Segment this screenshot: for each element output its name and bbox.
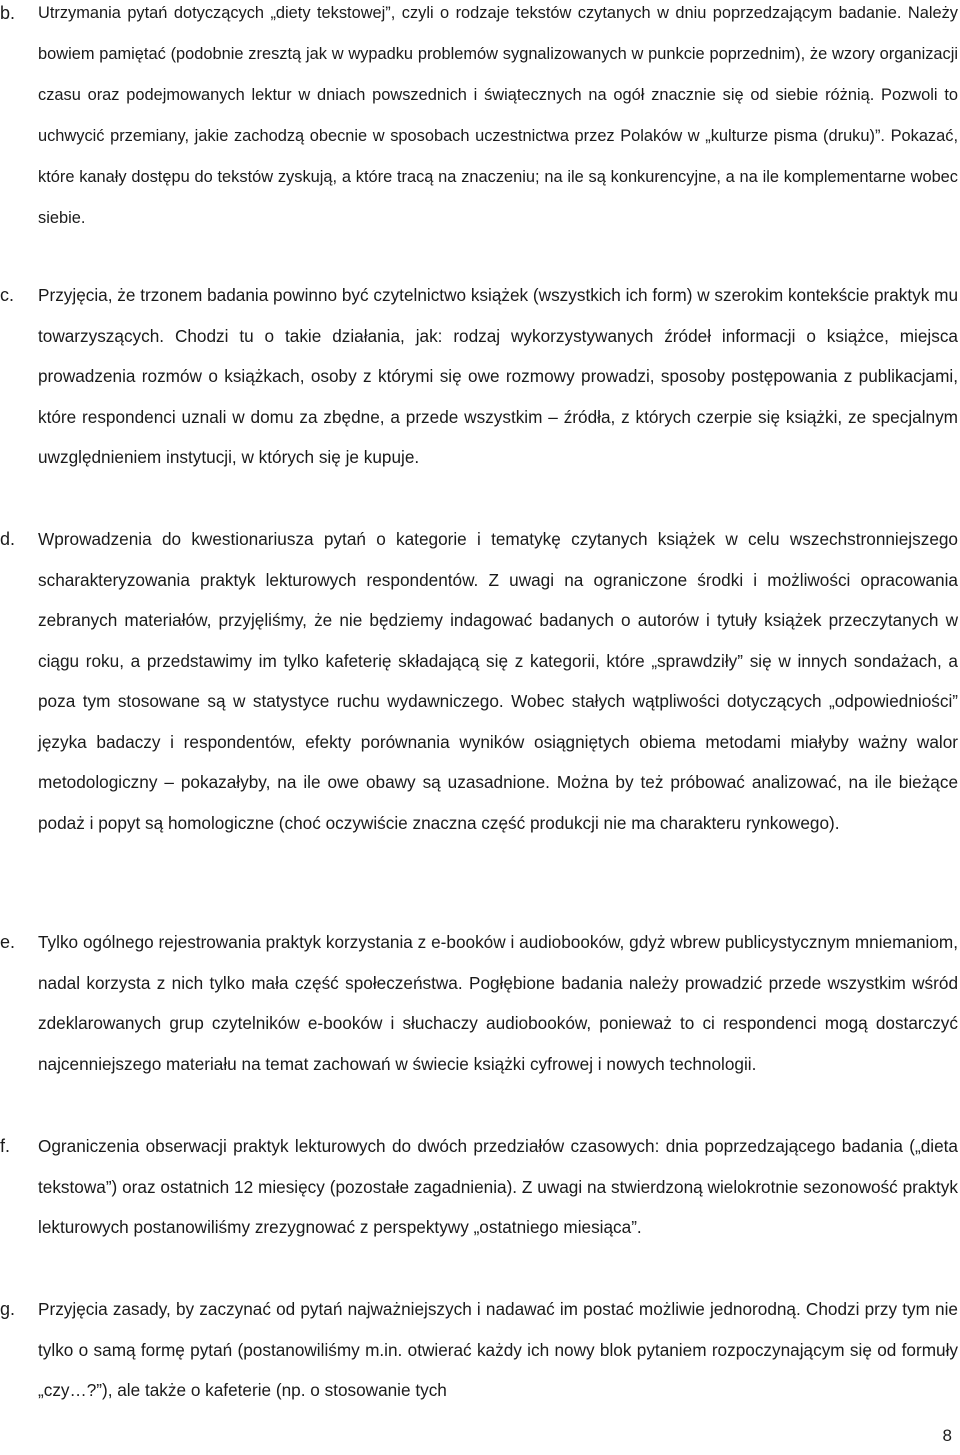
list-marker: g. (0, 1299, 16, 1319)
paragraph-text: Ograniczenia obserwacji praktyk lekturowych do dwóch przedziałów czasowych: dnia poprzedzającego badania („dieta tekstowa”) oraz ostatnich 12 miesięcy (pozostałe zagadnienia). Z uwagi na stwierdzoną wielokrotnie sezonowość praktyk lekturowych postanowiliśmy zrezygnować z perspektywy „ostatniego miesiąca”. (38, 1136, 958, 1237)
list-marker: c. (0, 285, 15, 305)
paragraph-text: Utrzymania pytań dotyczących „diety tekstowej”, czyli o rodzaje tekstów czytanych w dniu poprzedzającym badanie. Należy bowiem pamiętać (podobnie zresztą jak w wypadku problemów sygnalizowanych w punkcie poprzednim), że wzory organizacji czasu oraz podejmowanych lektur w dniach powszednich i świątecznych na ogół znacznie się od siebie różnią. Pozwoli to uchwycić przemiany, jakie zachodzą obecnie w sposobach uczestnictwa przez Polaków w „kulturze pisma (druku)”. Pokazać, które kanały dostępu do tekstów zyskują, a które tracą na znaczeniu; na ile są konkurencyjne, a na ile komplementarne wobec siebie. (38, 4, 958, 227)
list-marker: f. (0, 1136, 11, 1156)
paragraph-text: Przyjęcia, że trzonem badania powinno być czytelnictwo książek (wszystkich ich form) w szerokim kontekście praktyk mu towarzyszących. Chodzi tu o takie działania, jak: rodzaj wykorzystywanych źródeł informacji o książce, miejsca prowadzenia rozmów o książkach, osoby z którymi się owe rozmowy prowadzi, sposoby postępowania z publikacjami, które respondenci uznali w domu za zbędne, a przede wszystkim – źródła, z których czerpie się książki, ze specjalnym uwzględnieniem instytucji, w których się je kupuje. (38, 285, 958, 467)
page-number: 8 (942, 1426, 952, 1445)
paragraph-text: Wprowadzenia do kwestionariusza pytań o kategorie i tematykę czytanych książek w celu wszechstronniejszego scharakteryzowania praktyk lekturowych respondentów. Z uwagi na ograniczone środki i możliwości opracowania zebranych materiałów, przyjęliśmy, że nie będziemy indagować badanych o autorów i tytuły książek przeczytanych w ciągu roku, a przedstawimy im tylko kafeterię składającą się z kategorii, które „sprawdziły” się w innych sondażach, a poza tym stosowane są w statystyce ruchu wydawniczego. Wobec stałych wątpliwości dotyczących „odpowiedniości” języka badaczy i respondentów, efekty porównania wyników osiągniętych obiema metodami miałyby ważny walor metodologiczny – pokazałyby, na ile owe obawy są uzasadnione. Można by też próbować analizować, na ile bieżące podaż i popyt są homologiczne (choć oczywiście znaczna część produkcji nie ma charakteru rynkowego). (38, 529, 958, 833)
list-marker: b. (0, 3, 16, 23)
list-marker: d. (0, 529, 16, 549)
list-marker: e. (0, 932, 16, 952)
paragraph-text: Tylko ogólnego rejestrowania praktyk korzystania z e-booków i audiobooków, gdyż wbrew publicystycznym mniemaniom, nadal korzysta z nich tylko mała część społeczeństwa. Pogłębione badania należy prowadzić przede wszystkim wśród zdeklarowanych grup czytelników e-booków i słuchaczy audiobooków, ponieważ to ci respondenci mogą dostarczyć najcenniejszego materiału na temat zachowań w świecie książki cyfrowej i nowych technologii. (38, 932, 958, 1074)
paragraph-text: Przyjęcia zasady, by zaczynać od pytań najważniejszych i nadawać im postać możliwie jednorodną. Chodzi przy tym nie tylko o samą formę pytań (postanowiliśmy m.in. otwierać każdy ich nowy blok pytaniem rozpoczynającym się od formuły „czy…?”), ale także o kafeterie (np. o stosowanie tych (38, 1299, 958, 1400)
